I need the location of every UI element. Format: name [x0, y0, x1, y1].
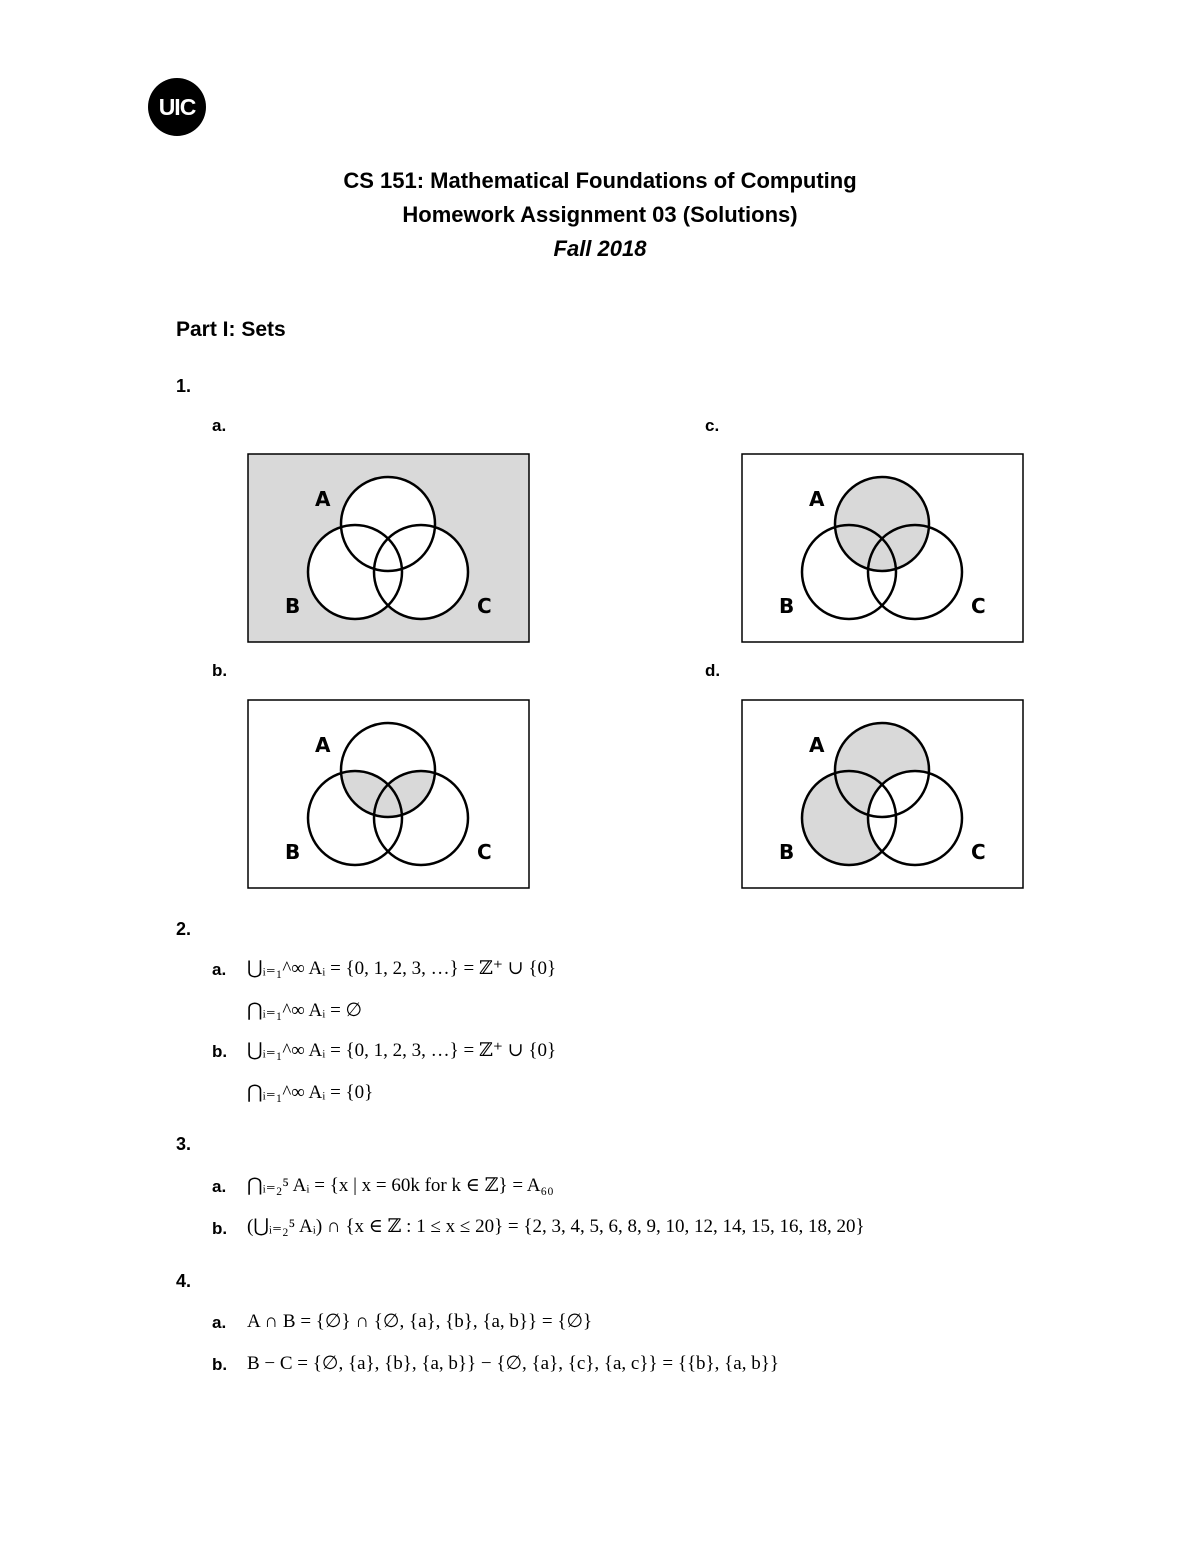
question-4-number: 4. — [176, 1271, 192, 1291]
q3-a-text: ⋂ᵢ₌₂⁵ Aᵢ = {x | x = 60k for k ∈ ℤ} = A₆₀ — [247, 1175, 554, 1196]
part-heading: Part I: Sets — [176, 318, 286, 341]
q4-label-b: b. — [212, 1355, 228, 1374]
venn-d-label-a: A — [809, 733, 825, 757]
q2-a-intersection: ⋂ᵢ₌₁^∞ Aᵢ = ∅ — [247, 1000, 363, 1021]
q1-label-b: b. — [212, 661, 228, 680]
venn-c-label-b: B — [779, 594, 795, 618]
q1-label-c: c. — [705, 416, 720, 435]
venn-b-label-b: B — [285, 840, 301, 864]
question-3-number: 3. — [176, 1134, 192, 1154]
venn-diagram-d — [741, 699, 1024, 889]
q1-label-d: d. — [705, 661, 721, 680]
venn-a-label-c: C — [477, 594, 492, 618]
q2-b-intersection: ⋂ᵢ₌₁^∞ Aᵢ = {0} — [247, 1082, 374, 1103]
course-title: CS 151: Mathematical Foundations of Computing — [343, 168, 857, 193]
question-1-number: 1. — [176, 376, 192, 396]
venn-a-label-b: B — [285, 594, 301, 618]
venn-d-label-c: C — [971, 840, 986, 864]
venn-d-label-b: B — [779, 840, 795, 864]
q2-label-a: a. — [212, 960, 227, 979]
venn-b-label-a: A — [315, 733, 331, 757]
q2-a-union: ⋃ᵢ₌₁^∞ Aᵢ = {0, 1, 2, 3, …} = ℤ⁺ ∪ {0} — [247, 958, 557, 979]
venn-c-label-a: A — [809, 487, 825, 511]
q1-label-a: a. — [212, 416, 227, 435]
assignment-title: Homework Assignment 03 (Solutions) — [402, 202, 798, 227]
q4-b-text: B − C = {∅, {a}, {b}, {a, b}} − {∅, {a}, {c}, {a, c}} = {{b}, {a, b}} — [247, 1353, 779, 1374]
venn-diagram-a — [247, 453, 530, 643]
uic-logo: UIC — [148, 78, 206, 136]
venn-diagram-b — [247, 699, 530, 889]
term: Fall 2018 — [553, 236, 647, 261]
q2-b-union: ⋃ᵢ₌₁^∞ Aᵢ = {0, 1, 2, 3, …} = ℤ⁺ ∪ {0} — [247, 1040, 557, 1061]
q3-label-a: a. — [212, 1177, 227, 1196]
venn-diagram-c — [741, 453, 1024, 643]
q3-b-text: (⋃ᵢ₌₂⁵ Aᵢ) ∩ {x ∈ ℤ : 1 ≤ x ≤ 20} = {2, 3, 4, 5, 6, 8, 9, 10, 12, 14, 15, 16, 18, 20} — [247, 1216, 865, 1237]
q4-label-a: a. — [212, 1313, 227, 1332]
venn-a-label-a: A — [315, 487, 331, 511]
venn-c-label-c: C — [971, 594, 986, 618]
question-2-number: 2. — [176, 919, 192, 939]
q4-a-text: A ∩ B = {∅} ∩ {∅, {a}, {b}, {a, b}} = {∅} — [247, 1311, 593, 1332]
venn-b-label-c: C — [477, 840, 492, 864]
q3-label-b: b. — [212, 1219, 228, 1238]
q2-label-b: b. — [212, 1042, 228, 1061]
